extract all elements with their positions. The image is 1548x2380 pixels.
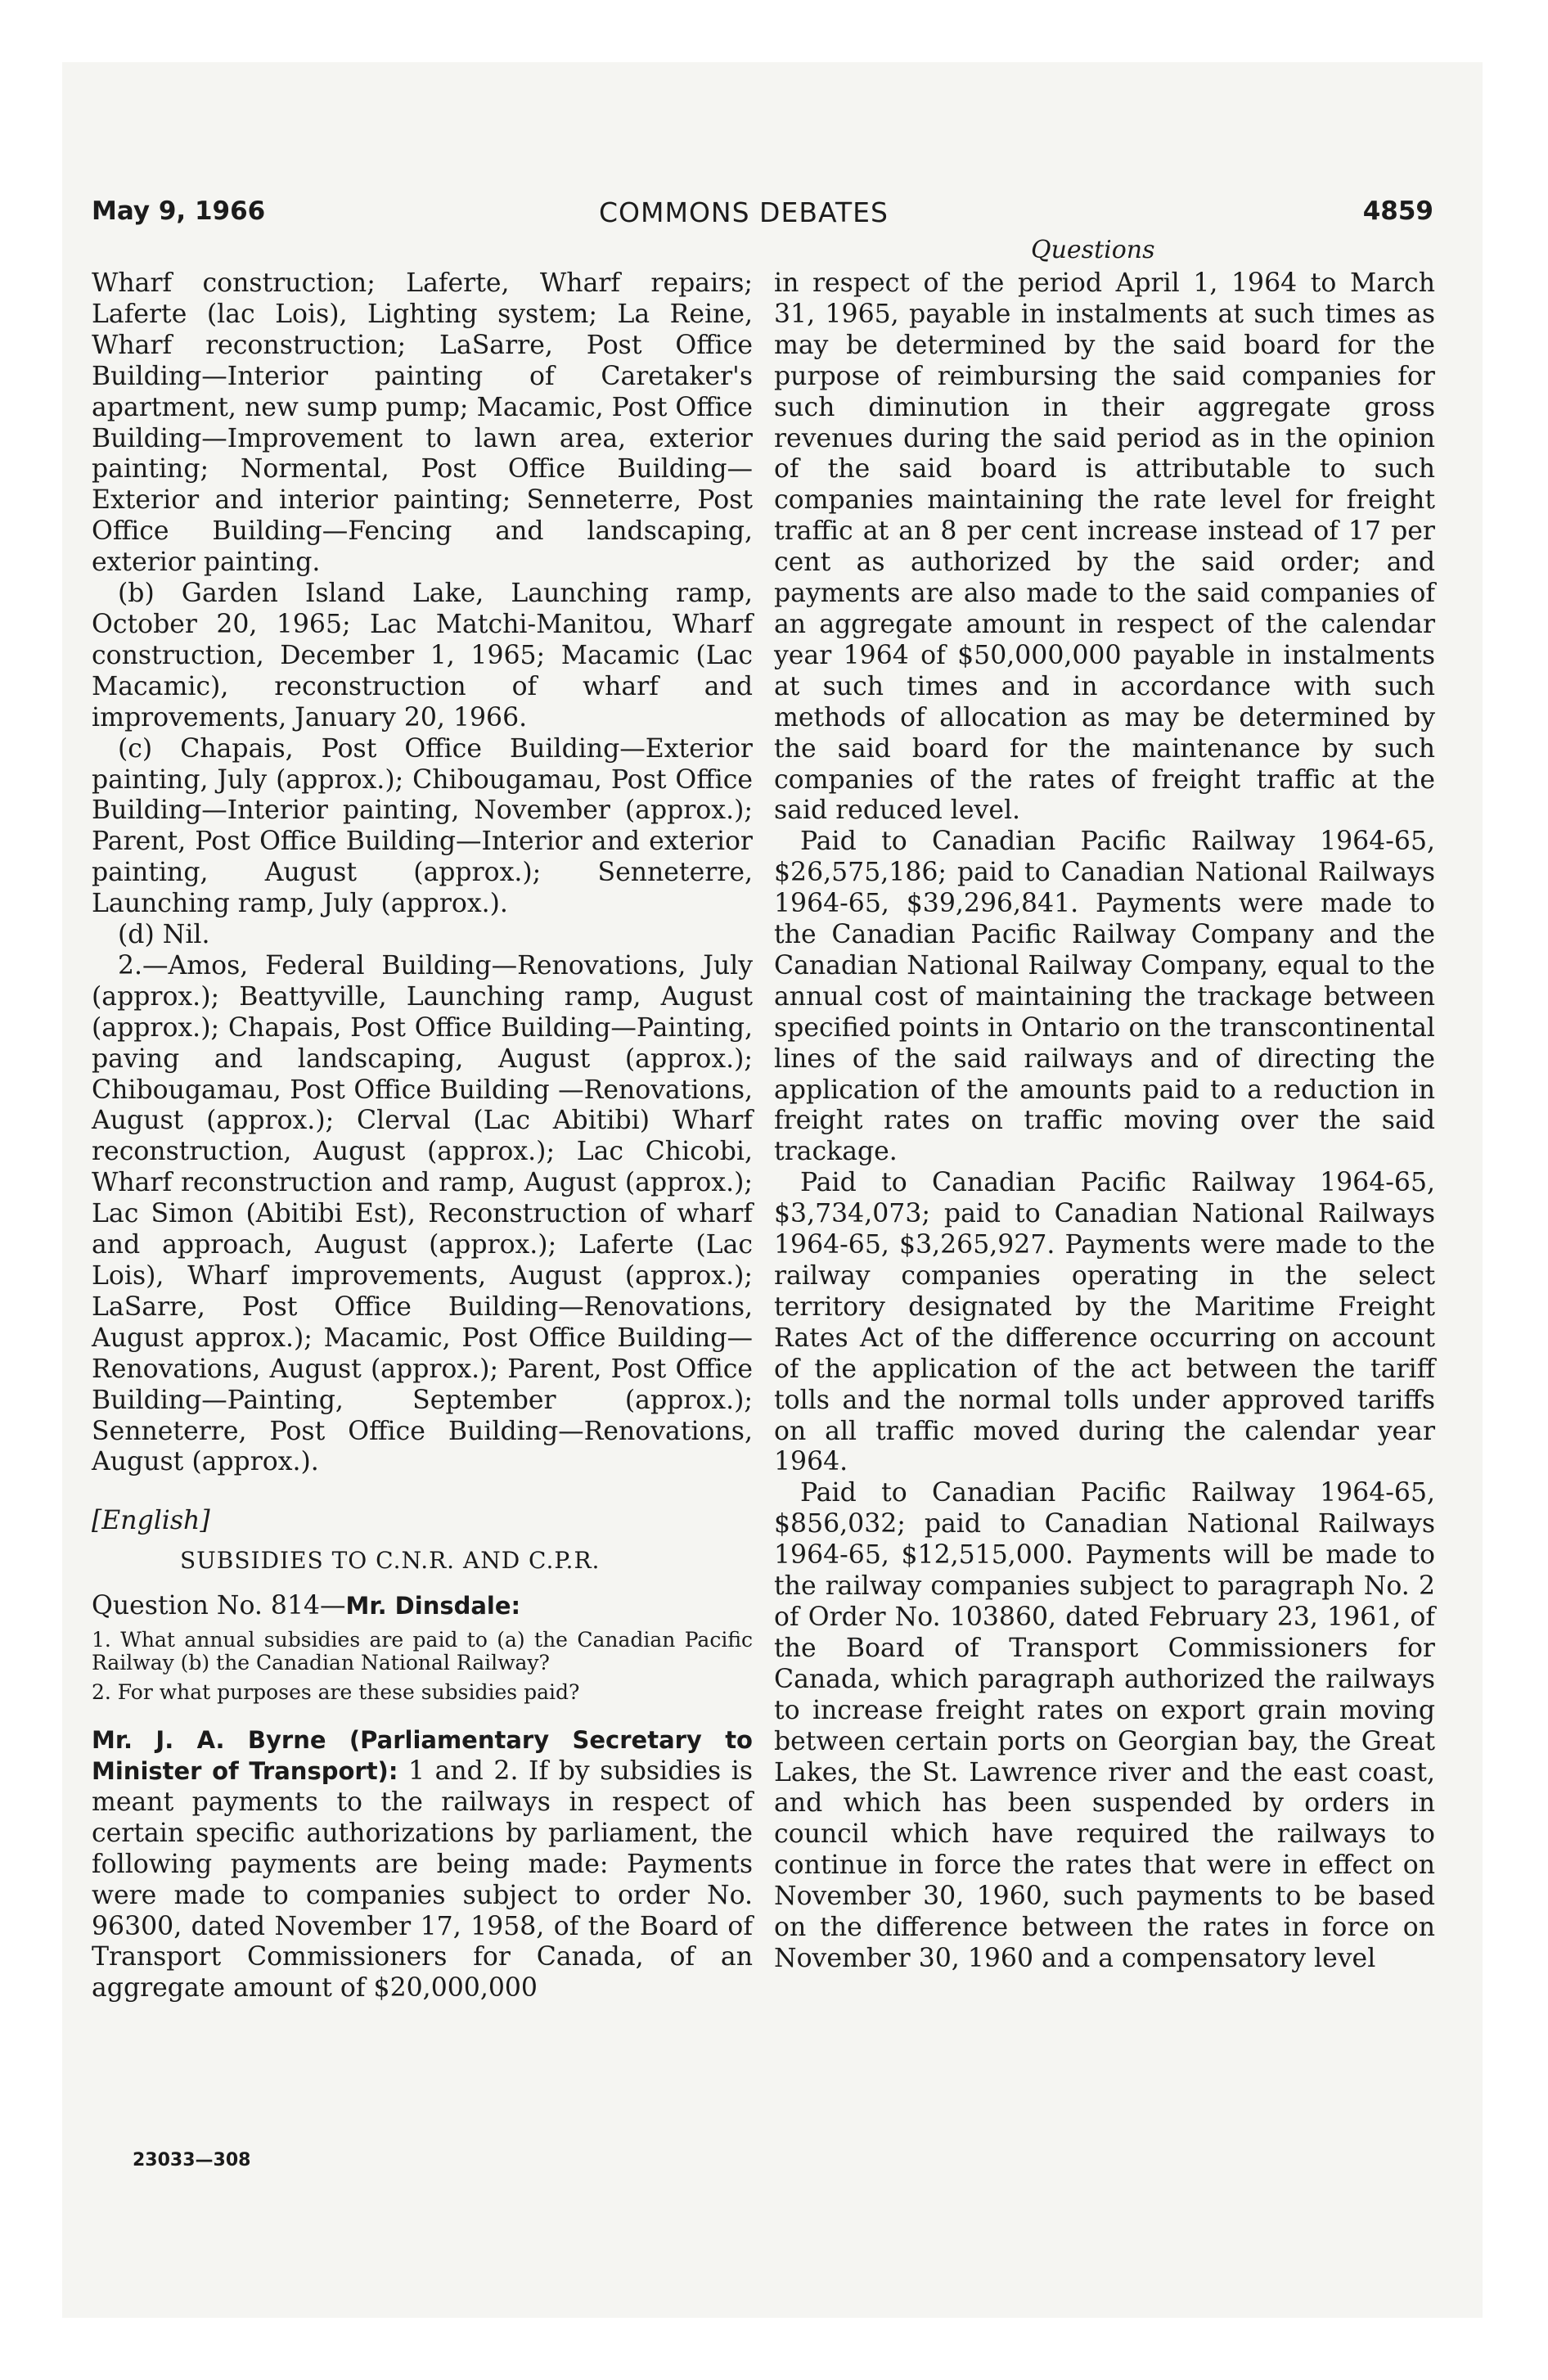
paragraph: 2.—Amos, Federal Building—Renovations, July (approx.); Beattyville, Launching ramp, August (approx.); Chapais, Post Office Building—Painting, paving and landscaping, August (approx.); Chibougamau, Post Office Building —Renovations, August (approx.); Clerval (Lac Abitibi) Wharf reconstruction, August (approx.); Lac Chicobi, Wharf reconstruction and ramp, August (approx.); Lac Simon (Abitibi Est), Reconstruction of wharf and approach, August (approx.); Laferte (Lac Lois), Wharf improvements, August (approx.); LaSarre, Post Office Building—Renovations, August approx.); Macamic, Post Office Building—Renovations, August (approx.); Parent, Post Office Building—Painting, September (approx.); Senneterre, Post Office Building—Renovations, August (approx.). bbox=[92, 950, 753, 1477]
paragraph: Wharf construction; Laferte, Wharf repairs; Laferte (lac Lois), Lighting system; La Reine, Wharf reconstruction; LaSarre, Post Office Building—Interior painting of Caretaker's apartment, new sump pump; Macamic, Post Office Building—Improvement to lawn area, exterior painting; Normental, Post Office Building—Exterior and interior painting; Senneterre, Post Office Building—Fencing and landscaping, exterior painting. bbox=[92, 268, 753, 578]
answer-text: 1 and 2. If by subsidies is meant payments to the railways in respect of certain specific authorizations by parliament, the following payments are being made: Payments were made to companies subject to order No. 96300, dated November 17, 1958, of the Board of Transport Commissioners for Canada, of an aggregate amount of $20,000,000 bbox=[92, 1756, 753, 2004]
question-item: 1. What annual subsidies are paid to (a) the Canadian Pacific Railway (b) the Canadian National Railway? bbox=[92, 1628, 753, 1675]
page-header bbox=[92, 196, 1433, 236]
paragraph: (b) Garden Island Lake, Launching ramp, October 20, 1965; Lac Matchi-Manitou, Wharf construction, December 1, 1965; Macamic (Lac Macamic), reconstruction of wharf and improvements, January 20, 1966. bbox=[92, 579, 753, 732]
question-member: Mr. Dinsdale: bbox=[345, 1592, 521, 1620]
footer-code: 23033—308 bbox=[133, 2150, 251, 2170]
answer-speaker: Mr. J. A. Byrne (Parliamentary Secretary to Minister of Transport): bbox=[92, 1726, 753, 1785]
paragraph: (d) Nil. bbox=[118, 920, 210, 950]
left-column bbox=[92, 268, 753, 2004]
publication-title: COMMONS DEBATES bbox=[599, 196, 889, 228]
page-number: 4859 bbox=[1362, 196, 1433, 226]
paragraph: in respect of the period April 1, 1964 to March 31, 1965, payable in instalments at such times as may be determined by the said board for the purpose of reimbursing the said companies for such diminution in their aggregate gross revenues during the said period as in the opinion of the said board is attributable to such companies maintaining the rate level for freight traffic at an 8 per cent increase instead of 17 per cent as authorized by the said order; and payments are also made to the said companies of an aggregate amount in respect of the calendar year 1964 of $50,000,000 payable in instalments at such times and in accordance with such methods of allocation as may be determined by the said board for the maintenance by such companies of the rates of freight traffic at the said reduced level. bbox=[774, 268, 1435, 826]
section-heading: SUBSIDIES TO C.N.R. AND C.P.R. bbox=[180, 1547, 601, 1575]
answer-paragraph bbox=[92, 1725, 753, 2004]
paragraph: (c) Chapais, Post Office Building—Exterior painting, July (approx.); Chibougamau, Post Office Building—Interior painting, November (approx.); Parent, Post Office Building—Interior and exterior painting, August (approx.); Senneterre, Launching ramp, July (approx.). bbox=[92, 733, 753, 919]
header-date: May 9, 1966 bbox=[92, 196, 266, 226]
question-item: 2. For what purposes are these subsidies paid? bbox=[92, 1680, 580, 1705]
paragraph: Paid to Canadian Pacific Railway 1964-65, $3,734,073; paid to Canadian National Railways 1964-65, $3,265,927. Payments were made to the railway companies operating in the select territory designated by the Maritime Freight Rates Act of the difference occurring on account of the application of the act between the tariff tolls and the normal tolls under approved tariffs on all traffic moved during the calendar year 1964. bbox=[774, 1168, 1435, 1477]
section-label: Questions bbox=[1031, 236, 1155, 264]
question-number: Question No. 814— bbox=[92, 1591, 346, 1621]
paragraph: Paid to Canadian Pacific Railway 1964-65, $26,575,186; paid to Canadian National Railways 1964-65, $39,296,841. Payments were made to the Canadian Pacific Railway Company and the Canadian National Railway Company, equal to the annual cost of maintaining the trackage between specified points in Ontario on the transcontinental lines of the said railways and of directing the application of the amounts paid to a reduction in freight rates on traffic moving over the said trackage. bbox=[774, 827, 1435, 1167]
question-line bbox=[92, 1591, 753, 1622]
paragraph: Paid to Canadian Pacific Railway 1964-65, $856,032; paid to Canadian National Railways 1964-65, $12,515,000. Payments will be made to the railway companies subject to paragraph No. 2 of Order No. 103860, dated February 23, 1961, of the Board of Transport Commissioners for Canada, which paragraph authorized the railways to increase freight rates on export grain moving between certain ports on Georgian bay, the Great Lakes, the St. Lawrence river and the east coast, and which has been suspended by orders in council which have required the railways to continue in force the rates that were in effect on November 30, 1960, such payments to be based on the difference between the rates in force on November 30, 1960 and a compensatory level bbox=[774, 1478, 1435, 1973]
language-tag: [English] bbox=[92, 1506, 210, 1536]
right-column bbox=[774, 268, 1435, 1975]
